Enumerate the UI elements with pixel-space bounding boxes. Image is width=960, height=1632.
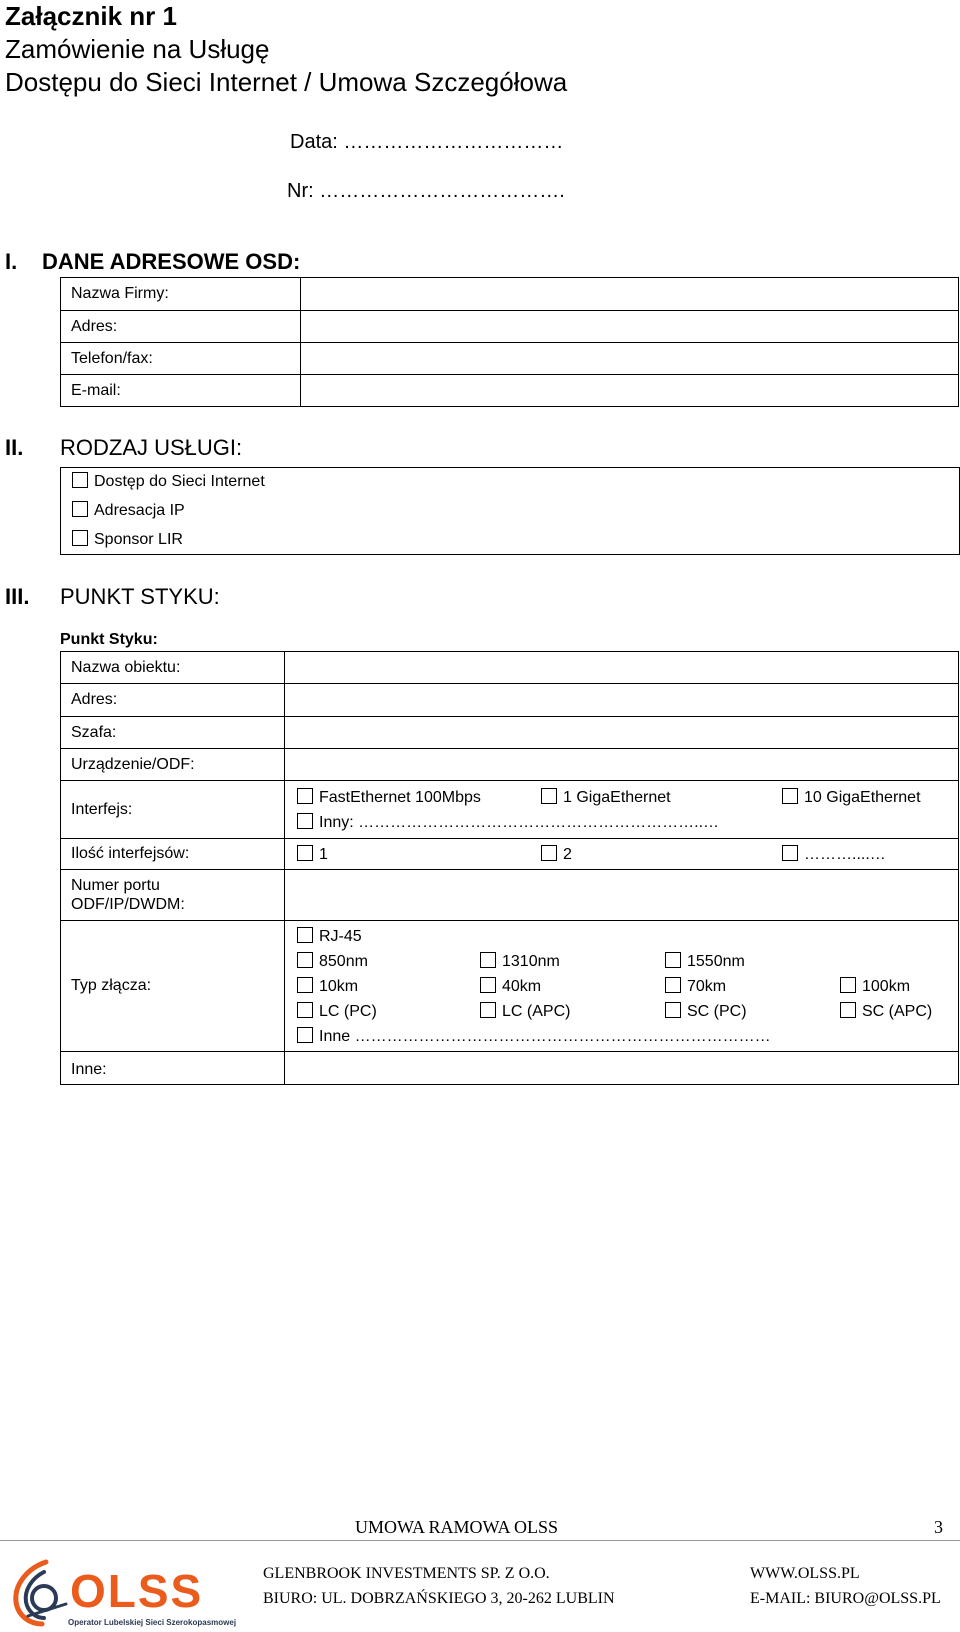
checkbox[interactable] — [480, 1002, 496, 1018]
connector-option-label: 100km — [862, 977, 911, 995]
footer-page-number: 3 — [934, 1517, 943, 1537]
annex-title: Załącznik nr 1 — [5, 1, 177, 31]
connector-sc-pc[interactable] — [665, 1002, 747, 1021]
connector-option-label: 850nm — [319, 952, 368, 970]
address-label: Adres: — [61, 311, 301, 343]
section1-number: I. — [5, 249, 18, 274]
interface-options-cell — [285, 781, 959, 839]
checkbox[interactable] — [297, 927, 313, 943]
interface-count-cell — [285, 839, 959, 870]
interface-label: Interfejs: — [61, 781, 285, 839]
device-odf-label: Urządzenie/ODF: — [61, 749, 285, 781]
connector-1310nm[interactable] — [480, 952, 560, 971]
number-field[interactable]: Nr: ………………………………. — [287, 180, 565, 202]
cabinet-label: Szafa: — [61, 717, 285, 749]
port-number-value[interactable] — [285, 870, 959, 921]
email-value[interactable] — [301, 375, 959, 407]
checkbox[interactable] — [840, 977, 856, 993]
interface-option-label: 10 GigaEthernet — [804, 788, 921, 806]
service-option-label: Adresacja IP — [94, 502, 185, 519]
interface-option-other[interactable] — [297, 813, 719, 832]
service-option-label: Dostęp do Sieci Internet — [94, 473, 265, 490]
interface-option-10ge[interactable] — [782, 788, 921, 807]
checkbox[interactable] — [480, 952, 496, 968]
section2-number: II. — [5, 435, 24, 460]
checkbox[interactable] — [782, 788, 798, 804]
footer-office-address: BIURO: UL. DOBRZAŃSKIEGO 3, 20-262 LUBLIN — [263, 1590, 615, 1607]
footer-divider — [0, 1540, 960, 1541]
service-option-ip[interactable] — [72, 501, 185, 520]
connector-type-cell — [285, 921, 959, 1052]
service-option-label: Sponsor LIR — [94, 531, 183, 548]
connector-lc-pc[interactable] — [297, 1002, 377, 1021]
checkbox[interactable] — [72, 472, 88, 488]
connector-1550nm[interactable] — [665, 952, 745, 971]
checkbox[interactable] — [297, 1027, 313, 1043]
count-option-label: ………....… — [804, 845, 886, 863]
company-name-value[interactable] — [301, 278, 959, 311]
address-table — [60, 277, 959, 407]
section3-title: PUNKT STYKU: — [60, 584, 220, 609]
footer-email[interactable]: E-MAIL: BIURO@OLSS.PL — [750, 1590, 941, 1607]
device-odf-value[interactable] — [285, 749, 959, 781]
checkbox[interactable] — [782, 845, 798, 861]
connector-rj45[interactable] — [297, 927, 362, 946]
service-option-lir[interactable] — [72, 530, 183, 549]
cabinet-value[interactable] — [285, 717, 959, 749]
connector-850nm[interactable] — [297, 952, 368, 971]
email-label: E-mail: — [61, 375, 301, 407]
count-option-1[interactable] — [297, 845, 328, 864]
checkbox[interactable] — [480, 977, 496, 993]
interface-option-label: Inny: ………………………………………………………..… — [319, 813, 720, 831]
other-label: Inne: — [61, 1052, 285, 1085]
footer-website[interactable]: WWW.OLSS.PL — [750, 1565, 860, 1582]
connector-option-label: SC (APC) — [862, 1002, 933, 1020]
connector-option-label: LC (PC) — [319, 1002, 377, 1020]
interface-count-label: Ilość interfejsów: — [61, 839, 285, 870]
connector-option-label: 1550nm — [687, 952, 745, 970]
count-option-other[interactable] — [782, 845, 886, 864]
olss-logo — [8, 1558, 237, 1628]
document-title-line1: Zamówienie na Usługę — [5, 34, 270, 64]
address-value[interactable] — [301, 311, 959, 343]
checkbox[interactable] — [541, 788, 557, 804]
checkbox[interactable] — [297, 813, 313, 829]
checkbox[interactable] — [72, 501, 88, 517]
connector-option-label: 70km — [687, 977, 727, 995]
checkbox[interactable] — [541, 845, 557, 861]
contact-point-subtitle: Punkt Styku: — [60, 631, 158, 648]
count-option-label: 2 — [563, 845, 572, 863]
document-title-line2: Dostępu do Sieci Internet / Umowa Szczegółowa — [5, 67, 568, 97]
service-option-internet[interactable] — [72, 472, 265, 491]
checkbox[interactable] — [72, 530, 88, 546]
connector-option-label: LC (APC) — [502, 1002, 571, 1020]
checkbox[interactable] — [297, 845, 313, 861]
contact-point-table — [60, 651, 959, 1085]
interface-option-1ge[interactable] — [541, 788, 671, 807]
port-number-label-line2: ODF/IP/DWDM: — [71, 896, 185, 913]
connector-other[interactable] — [297, 1027, 771, 1046]
date-field[interactable]: Data: …………………………… — [290, 131, 564, 153]
other-value[interactable] — [285, 1052, 959, 1085]
olss-logo-tagline: Operator Lubelskiej Sieci Szerokopasmowej — [68, 1618, 237, 1627]
connector-10km[interactable] — [297, 977, 358, 996]
interface-option-label: 1 GigaEthernet — [563, 788, 671, 806]
checkbox[interactable] — [665, 1002, 681, 1018]
footer-company: GLENBROOK INVESTMENTS SP. Z O.O. — [263, 1565, 550, 1582]
interface-option-label: FastEthernet 100Mbps — [319, 788, 481, 806]
object-address-value[interactable] — [285, 684, 959, 717]
checkbox[interactable] — [297, 977, 313, 993]
footer-agreement: UMOWA RAMOWA OLSS — [355, 1517, 559, 1537]
section1-title: DANE ADRESOWE OSD: — [42, 249, 301, 274]
connector-lc-apc[interactable] — [480, 1002, 570, 1021]
connector-sc-apc[interactable] — [840, 1002, 932, 1021]
checkbox[interactable] — [665, 977, 681, 993]
connector-40km[interactable] — [480, 977, 541, 996]
object-address-label: Adres: — [61, 684, 285, 717]
connector-option-label: 10km — [319, 977, 359, 995]
connector-option-label: 40km — [502, 977, 542, 995]
connector-option-label: Inne …………………………………………………………………… — [319, 1027, 771, 1045]
object-name-value[interactable] — [285, 652, 959, 684]
count-option-2[interactable] — [541, 845, 572, 864]
phone-fax-value[interactable] — [301, 343, 959, 375]
connector-100km[interactable] — [840, 977, 910, 996]
interface-option-fe[interactable] — [297, 788, 481, 807]
company-name-label: Nazwa Firmy: — [61, 278, 301, 311]
checkbox[interactable] — [297, 788, 313, 804]
object-name-label: Nazwa obiektu: — [61, 652, 285, 684]
phone-fax-label: Telefon/fax: — [61, 343, 301, 375]
section3-number: III. — [5, 584, 30, 609]
connector-option-label: SC (PC) — [687, 1002, 747, 1020]
connector-option-label: RJ-45 — [319, 927, 362, 945]
connector-70km[interactable] — [665, 977, 726, 996]
count-option-label: 1 — [319, 845, 328, 863]
checkbox[interactable] — [297, 1002, 313, 1018]
connector-type-label: Typ złącza: — [61, 921, 285, 1052]
port-number-label — [61, 870, 285, 921]
checkbox[interactable] — [840, 1002, 856, 1018]
section2-title: RODZAJ USŁUGI: — [60, 435, 243, 460]
checkbox[interactable] — [665, 952, 681, 968]
olss-logo-text: OLSS — [70, 1565, 204, 1617]
checkbox[interactable] — [297, 952, 313, 968]
port-number-label-line1: Numer portu — [71, 877, 160, 894]
connector-option-label: 1310nm — [502, 952, 560, 970]
